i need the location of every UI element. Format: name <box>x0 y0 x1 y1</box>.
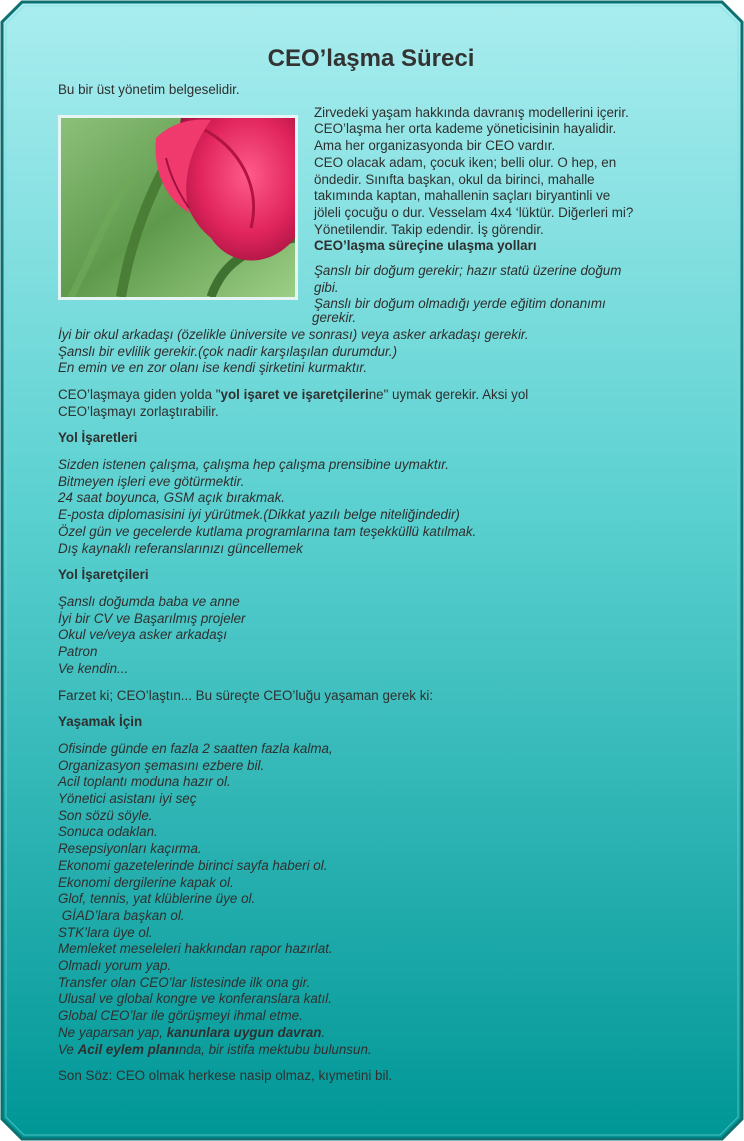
suppose-text: Farzet ki; CEO’laştın... Bu süreçte CEO’luğu yaşaman gerek ki: <box>58 687 434 703</box>
ways-line: gibi. <box>314 279 339 295</box>
ways-line: Şanslı bir doğum olmadığı yerde eğitim donanımı <box>314 296 606 312</box>
pointer-item: Ve kendin... <box>58 660 129 676</box>
ways-line: İyi bir okul arkadaşı (özelikle üniversite ve sonrası) veya asker arkadaşı gerekir. <box>58 326 529 342</box>
living-plan-text: nda, bir istifa mektubu bulunsun. <box>178 1041 372 1057</box>
text-line: Yönetilendir. Takip edendir. İş görendir. <box>314 221 544 237</box>
document-body <box>58 40 684 1085</box>
living-item: Ofisinde günde en fazla 2 saatten fazla kalma, <box>58 740 333 756</box>
living-plan <box>58 1042 684 1059</box>
text-line: takımında kaptan, mahallenin saçları biryantinli ve <box>314 188 611 204</box>
signs-intro-bold: yol işaret ve işaretçileri <box>220 386 369 402</box>
living-law-text: . <box>321 1024 326 1040</box>
living-item: Acil toplantı moduna hazır ol. <box>58 774 231 790</box>
signs-intro-line2: CEO’laşmayı zorlaştırabilir. <box>58 403 219 419</box>
living-item: Transfer olan CEO’lar listesinde ilk ona gir. <box>58 974 311 990</box>
living-item: Olmadı yorum yap. <box>58 958 172 974</box>
living-item: Ekonomi gazetelerinde birinci sayfa haberi ol. <box>58 857 328 873</box>
pointer-item: Patron <box>58 644 98 660</box>
living-heading: Yaşamak İçin <box>58 714 143 730</box>
sign-item: E-posta diplomasisini iyi yürütmek.(Dikkat yazılı belge niteliğindedir) <box>58 507 460 523</box>
text-line: Zirvedeki yaşam hakkında davranış modellerini içerir. <box>314 104 629 120</box>
living-item: Son sözü söyle. <box>58 807 153 823</box>
page-title: CEO’laşma Süreci <box>267 45 475 72</box>
living-plan-text: Ve <box>58 1041 78 1057</box>
intro-paragraph <box>314 99 684 313</box>
sign-item: 24 saat boyunca, GSM açık bırakmak. <box>58 490 286 506</box>
final-word: Son Söz: CEO olmak herkese nasip olmaz, kıymetini bil. <box>58 1068 393 1084</box>
text-line: CEO olacak adam, çocuk iken; belli olur. O hep, en <box>314 154 617 170</box>
living-item: Resepsiyonları kaçırma. <box>58 841 202 857</box>
sign-item: Sizden istenen çalışma, çalışma hep çalışma prensibine uymaktır. <box>58 457 449 473</box>
signs-intro-text: CEO’laşmaya giden yolda " <box>58 386 221 402</box>
text-line: jöleli çocuğu o dur. Vesselam 4x4 ‘lüktür. Diğerleri mi? <box>314 204 634 220</box>
pointer-item: İyi bir CV ve Başarılmış projeler <box>58 610 246 626</box>
living-item: Glof, tennis, yat klüblerine üye ol. <box>58 891 256 907</box>
signs-intro <box>58 387 684 404</box>
ways-heading: CEO’laşma süreçine ulaşma yolları <box>314 238 537 254</box>
rose-photo <box>58 115 298 300</box>
living-item: Ulusal ve global kongre ve konferanslara katıl. <box>58 991 332 1007</box>
sign-item: Özel gün ve gecelerde kutlama programlarına tam teşekküllü katılmak. <box>58 523 477 539</box>
ways-line: Şanslı bir evlilik gerekir.(çok nadir karşılaşılan durumdur.) <box>58 343 398 359</box>
living-item: Organizasyon şemasını ezbere bil. <box>58 757 265 773</box>
sign-item: Dış kaynaklı referanslarınızı güncellemek <box>58 540 303 556</box>
living-item: Memleket meseleleri hakkından rapor hazırlat. <box>58 941 333 957</box>
living-item: STK’lara üye ol. <box>58 924 153 940</box>
pointer-item: Okul ve/veya asker arkadaşı <box>58 627 227 643</box>
living-item: Sonuca odaklan. <box>58 824 158 840</box>
text-line: CEO’laşma her orta kademe yöneticisinin hayalidir. <box>314 121 617 137</box>
ways-line: En emin ve en zor olanı ise kendi şirketini kurmaktır. <box>58 360 368 376</box>
ways-line: gerekir. <box>312 310 357 326</box>
text-line: Ama her organizasyonda bir CEO vardır. <box>314 138 556 154</box>
text-line: öndedir. Sınıfta başkan, okul da birinci, mahalle <box>314 171 595 187</box>
living-item: Ekonomi dergilerine kapak ol. <box>58 874 234 890</box>
signs-heading: Yol İşaretleri <box>58 430 138 446</box>
living-law-text: Ne yaparsan yap, <box>58 1024 167 1040</box>
living-item: GİAD’lara başkan ol. <box>58 907 185 923</box>
ways-line: Şanslı bir doğum gerekir; hazır statü üzerine doğum <box>314 263 622 279</box>
living-law-bold: kanunlara uygun davran <box>166 1024 322 1040</box>
living-law <box>58 1025 684 1042</box>
living-plan-bold: Acil eylem planı <box>77 1041 179 1057</box>
living-item: Global CEO’lar ile görüşmeyi ihmal etme. <box>58 1008 303 1024</box>
pointer-item: Şanslı doğumda baba ve anne <box>58 593 240 609</box>
living-item: Yönetici asistanı iyi seç <box>58 791 197 807</box>
sign-item: Bitmeyen işleri eve götürmektir. <box>58 473 245 489</box>
pointers-heading: Yol İşaretçileri <box>58 567 149 583</box>
signs-intro-text: ne" uymak gerekir. Aksi yol <box>368 386 529 402</box>
intro-text: Bu bir üst yönetim belgeselidir. <box>58 82 240 97</box>
